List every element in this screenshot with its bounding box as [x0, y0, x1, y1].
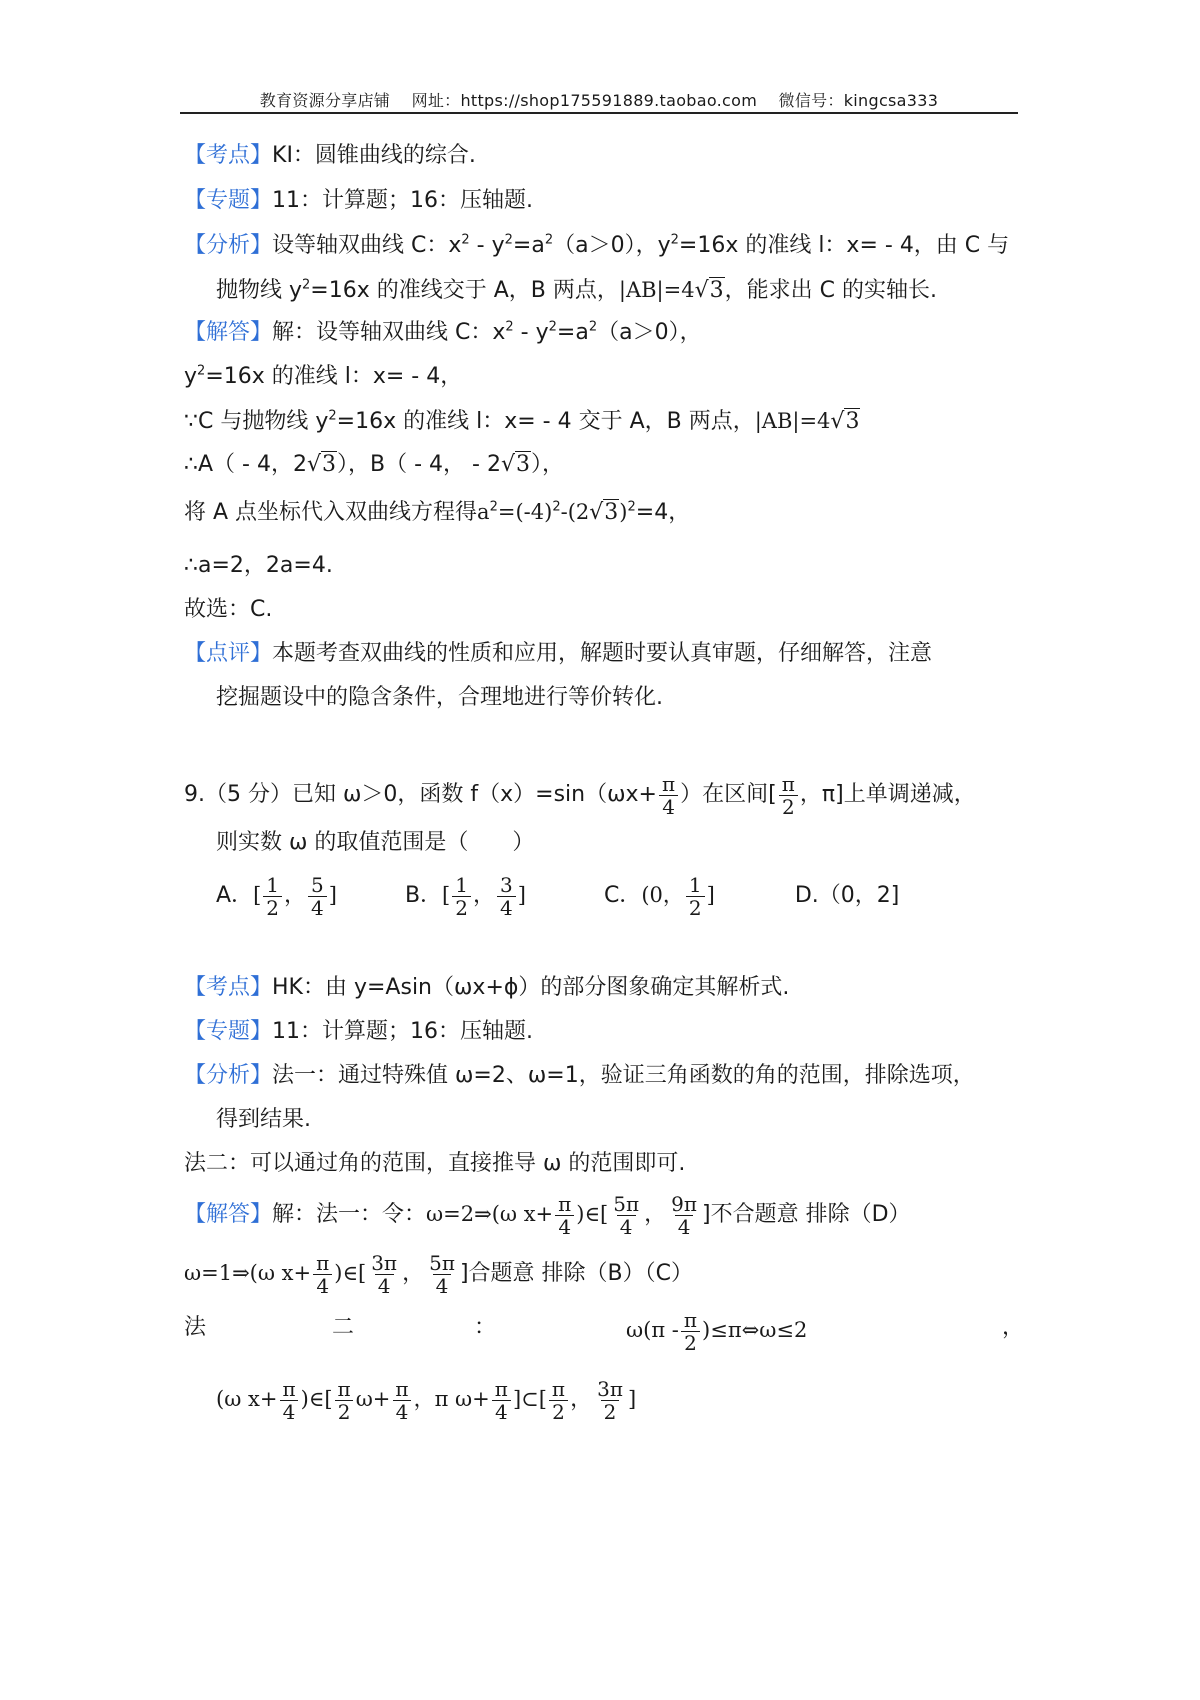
- q9-options: [216, 868, 899, 923]
- tag-zhuanti: 【专题】: [184, 1019, 273, 1044]
- kaodian-text: HK：由 y=Asin（ωx+ϕ）的部分图象确定其解析式.: [272, 975, 790, 1000]
- fraction: [659, 773, 678, 818]
- text: 法一：通过特殊值 ω=2、ω=1，验证三角函数的角的范围，排除选项，: [272, 1063, 975, 1088]
- formula: )∈[: [300, 1387, 333, 1411]
- fraction: [313, 1252, 332, 1297]
- p8-kaodian: [184, 141, 476, 171]
- option-c: [603, 872, 715, 920]
- sup: 2: [197, 363, 206, 379]
- comma: ，: [472, 883, 495, 908]
- option-a-label: A．: [216, 883, 254, 908]
- sup: 2: [489, 499, 498, 515]
- p8-line5: [184, 497, 690, 528]
- numerator: π: [558, 1191, 572, 1216]
- header-site: 网址：https://shop175591889.taobao.com: [411, 91, 758, 110]
- text: ]合题意 排除（B）（C）: [459, 1261, 693, 1286]
- denominator: 2: [335, 1400, 354, 1423]
- formula: ω+: [355, 1387, 391, 1411]
- formula: (ω x+: [216, 1387, 278, 1411]
- denominator: 4: [393, 1400, 412, 1423]
- numerator: π: [781, 771, 795, 796]
- numerator: 5: [311, 872, 324, 897]
- text: 抛物线 y: [216, 278, 303, 303]
- fraction: [335, 1378, 354, 1423]
- denominator: 2: [263, 896, 282, 919]
- q9-stem-line2: [216, 828, 534, 858]
- q9-stem-line1: [184, 768, 976, 822]
- fraction: [426, 1252, 458, 1297]
- tag-kaodian: 【考点】: [184, 143, 273, 168]
- formula: ω=2⇒(ω x+: [426, 1202, 554, 1226]
- tag-jieda: 【解答】: [184, 320, 273, 345]
- denominator: 4: [675, 1215, 694, 1238]
- formula: ω(π -: [626, 1318, 679, 1342]
- formula: |AB|=4: [754, 409, 831, 433]
- text: ），B（ - 4， - 2: [337, 452, 501, 477]
- text: - y: [513, 320, 549, 345]
- s9-colon: ：: [474, 1315, 497, 1340]
- sup: 2: [505, 319, 514, 335]
- sqrt: [501, 451, 531, 477]
- text: =16x 的准线 l：x= - 4 交于 A，B 两点，: [336, 409, 755, 434]
- denominator: 4: [375, 1274, 394, 1297]
- formula: a: [477, 500, 490, 524]
- text: （a＞0），: [597, 320, 702, 345]
- sup: 2: [588, 319, 598, 335]
- fraction: [308, 874, 327, 919]
- bracket: ]: [328, 883, 337, 907]
- sqrt-value: 3: [845, 409, 860, 434]
- sup: 2: [627, 499, 636, 515]
- text: ，π]上单调递减，: [799, 782, 976, 807]
- numerator: 5π: [613, 1191, 640, 1216]
- sqrt: [830, 408, 860, 434]
- s9-jieda-line2: [184, 1246, 693, 1301]
- fraction: [681, 1309, 700, 1354]
- text: =a: [512, 233, 545, 258]
- denominator: 4: [617, 1215, 636, 1238]
- kaodian-text: KI：圆锥曲线的综合.: [272, 143, 476, 168]
- sqrt: [589, 499, 619, 525]
- numerator: π: [316, 1250, 330, 1275]
- fraction: [279, 1378, 298, 1423]
- text: 故选：C.: [184, 597, 273, 622]
- sqrt-value: 3: [709, 278, 724, 303]
- denominator: 2: [601, 1400, 620, 1423]
- header-divider: [180, 112, 1018, 114]
- s9-fenxi-line1: [184, 1061, 975, 1091]
- sqrt-sign: √: [306, 452, 321, 477]
- text: ）在区间[: [680, 782, 777, 807]
- s9-method2-inequality: [626, 1303, 807, 1358]
- formula: -(2: [560, 500, 590, 524]
- comma: ，: [570, 1387, 593, 1412]
- formula: )∈[: [334, 1261, 367, 1285]
- page-header: [180, 88, 1018, 111]
- text: ∴A（ - 4，2: [184, 452, 307, 477]
- option-b-label: B．: [404, 883, 443, 908]
- fraction: [492, 1378, 511, 1423]
- zhuanti-text: 11：计算题；16：压轴题.: [272, 1019, 533, 1044]
- p8-line6: [184, 551, 333, 581]
- denominator: 2: [681, 1331, 700, 1354]
- text: ∵C 与抛物线 y: [184, 409, 329, 434]
- p8-dianping-line1: [184, 639, 932, 669]
- sup: 2: [504, 232, 513, 248]
- s9-zhuanti: [184, 1017, 533, 1047]
- fraction: [263, 874, 282, 919]
- option-c-label: C．: [603, 883, 642, 908]
- denominator: 4: [433, 1274, 452, 1297]
- text: - y: [469, 233, 505, 258]
- tag-fenxi: 【分析】: [184, 233, 273, 258]
- tag-kaodian: 【考点】: [184, 975, 273, 1000]
- sup: 2: [544, 232, 554, 248]
- header-shop: 教育资源分享店铺: [259, 91, 391, 110]
- p8-line2: [184, 362, 462, 392]
- numerator: π: [661, 771, 676, 796]
- denominator: 4: [555, 1215, 574, 1238]
- s9-fa-label: 法: [184, 1315, 207, 1340]
- text: =a: [556, 320, 589, 345]
- denominator: 4: [492, 1400, 511, 1423]
- fraction: [610, 1193, 642, 1238]
- tag-zhuanti: 【专题】: [184, 188, 273, 213]
- sup: 2: [548, 319, 557, 335]
- text: 得到结果.: [216, 1107, 311, 1132]
- text: y: [184, 364, 198, 389]
- text: ），: [530, 452, 564, 477]
- p8-fenxi-line2: [216, 275, 937, 306]
- sup: 2: [328, 408, 337, 424]
- denominator: 4: [659, 795, 678, 818]
- formula: ): [619, 500, 628, 524]
- comma: ，: [402, 1261, 425, 1286]
- text: =4，: [635, 500, 691, 525]
- text: 则实数 ω 的取值范围是（ ）: [216, 830, 535, 855]
- option-a: [216, 872, 337, 920]
- denominator: 2: [686, 896, 705, 919]
- denominator: 4: [308, 896, 327, 919]
- numerator: π: [395, 1376, 409, 1401]
- numerator: π: [683, 1307, 698, 1332]
- text: （a＞0），y: [553, 233, 671, 258]
- fraction: [668, 1193, 700, 1238]
- sup: 2: [552, 499, 561, 515]
- s9-method2-comma: ，: [1002, 1315, 1025, 1340]
- p8-line7: [184, 595, 272, 625]
- numerator: 1: [455, 872, 468, 897]
- sqrt-sign: √: [694, 278, 709, 303]
- sqrt: [307, 451, 337, 477]
- s9-kaodian: [184, 973, 789, 1003]
- text: ∴a=2，2a=4.: [184, 553, 333, 578]
- sqrt-value: 3: [322, 452, 336, 477]
- numerator: π: [494, 1376, 508, 1401]
- option-b: [404, 872, 526, 920]
- sup: 2: [302, 277, 311, 293]
- numerator: π: [337, 1376, 351, 1401]
- denominator: 4: [313, 1274, 332, 1297]
- sup: 2: [461, 232, 470, 248]
- text: 本题考查双曲线的性质和应用，解题时要认真审题，仔细解答，注意: [272, 641, 933, 666]
- formula: )≤π⇔ω≤2: [702, 1318, 808, 1342]
- sqrt: [695, 277, 725, 303]
- fraction: [779, 773, 798, 818]
- tag-jieda: 【解答】: [184, 1202, 273, 1227]
- text: =16x 的准线交于 A，B 两点，: [310, 278, 619, 303]
- denominator: 4: [280, 1400, 299, 1423]
- denominator: 2: [549, 1400, 568, 1423]
- formula: )∈[: [576, 1202, 609, 1226]
- header-wechat: 微信号：kingcsa333: [778, 91, 939, 110]
- formula: =(-4): [497, 500, 553, 524]
- fraction: [555, 1193, 574, 1238]
- denominator: 2: [779, 795, 798, 818]
- text: =16x 的准线 l：x= - 4，: [205, 364, 463, 389]
- p8-fenxi-line1: [184, 231, 1009, 261]
- denominator: 4: [497, 896, 516, 919]
- sqrt-sign: √: [589, 500, 604, 525]
- sqrt-sign: √: [830, 409, 845, 434]
- fraction: [392, 1378, 411, 1423]
- fraction: [452, 874, 471, 919]
- numerator: π: [551, 1376, 566, 1401]
- formula: ，π ω+: [413, 1387, 490, 1411]
- comma: ，: [284, 883, 307, 908]
- s9-er-label: 二: [332, 1315, 355, 1340]
- fraction: [594, 1378, 626, 1423]
- s9-method2-intro: [184, 1149, 685, 1179]
- text: 将 A 点坐标代入双曲线方程得: [184, 500, 478, 525]
- fraction: [549, 1378, 568, 1423]
- p8-line4: [184, 450, 564, 480]
- bracket: ]: [517, 883, 526, 907]
- bracket: [: [253, 883, 262, 907]
- comma: ，: [644, 1202, 667, 1227]
- s9-method2-range: [216, 1372, 636, 1427]
- numerator: 1: [688, 872, 702, 897]
- s9-jieda-line1: [184, 1187, 911, 1242]
- text: 解：法一：令：: [272, 1202, 427, 1227]
- sqrt-value: 3: [515, 452, 530, 477]
- bracket: [: [442, 883, 451, 907]
- text: 解：设等轴双曲线 C：x: [272, 320, 506, 345]
- numerator: 3π: [597, 1376, 623, 1401]
- text: ]不合题意 排除（D）: [702, 1202, 911, 1227]
- numerator: 9π: [671, 1191, 697, 1216]
- s9-fenxi-line2: [216, 1105, 311, 1135]
- formula: ω=1⇒(ω x+: [184, 1261, 312, 1285]
- p8-line3: [184, 406, 860, 437]
- formula: |AB|=4: [618, 278, 695, 302]
- zhuanti-text: 11：计算题；16：压轴题.: [272, 188, 533, 213]
- paren: (0，: [641, 883, 684, 907]
- p8-zhuanti: [184, 186, 533, 216]
- numerator: 3: [500, 872, 513, 897]
- bracket: ]: [706, 883, 715, 907]
- text: 设等轴双曲线 C：x: [272, 233, 462, 258]
- option-d: D.（0，2]: [794, 883, 900, 908]
- p8-jieda-line1: [184, 318, 702, 348]
- numerator: 1: [266, 872, 279, 897]
- text: 挖掘题设中的隐含条件，合理地进行等价转化.: [216, 685, 663, 710]
- text: =16x 的准线 l：x= - 4，由 C 与: [678, 233, 1010, 258]
- fraction: [686, 874, 705, 919]
- p8-dianping-line2: [216, 683, 663, 713]
- numerator: 3π: [371, 1250, 398, 1275]
- numerator: 5π: [429, 1250, 455, 1275]
- text: 法二：可以通过角的范围，直接推导 ω 的范围即可.: [184, 1151, 686, 1176]
- numerator: π: [282, 1376, 296, 1401]
- tag-dianping: 【点评】: [184, 641, 273, 666]
- sqrt-value: 3: [604, 500, 619, 525]
- sup: 2: [670, 232, 679, 248]
- fraction: [368, 1252, 400, 1297]
- sqrt-sign: √: [500, 452, 515, 477]
- denominator: 2: [452, 896, 471, 919]
- fraction: [497, 874, 516, 919]
- text: 9.（5 分）已知 ω＞0，函数 f（x）=sin（ωx+: [184, 782, 657, 807]
- formula: ]⊂[: [512, 1387, 547, 1411]
- text: ，能求出 C 的实轴长.: [724, 278, 937, 303]
- formula: ]: [627, 1387, 637, 1411]
- tag-fenxi: 【分析】: [184, 1063, 273, 1088]
